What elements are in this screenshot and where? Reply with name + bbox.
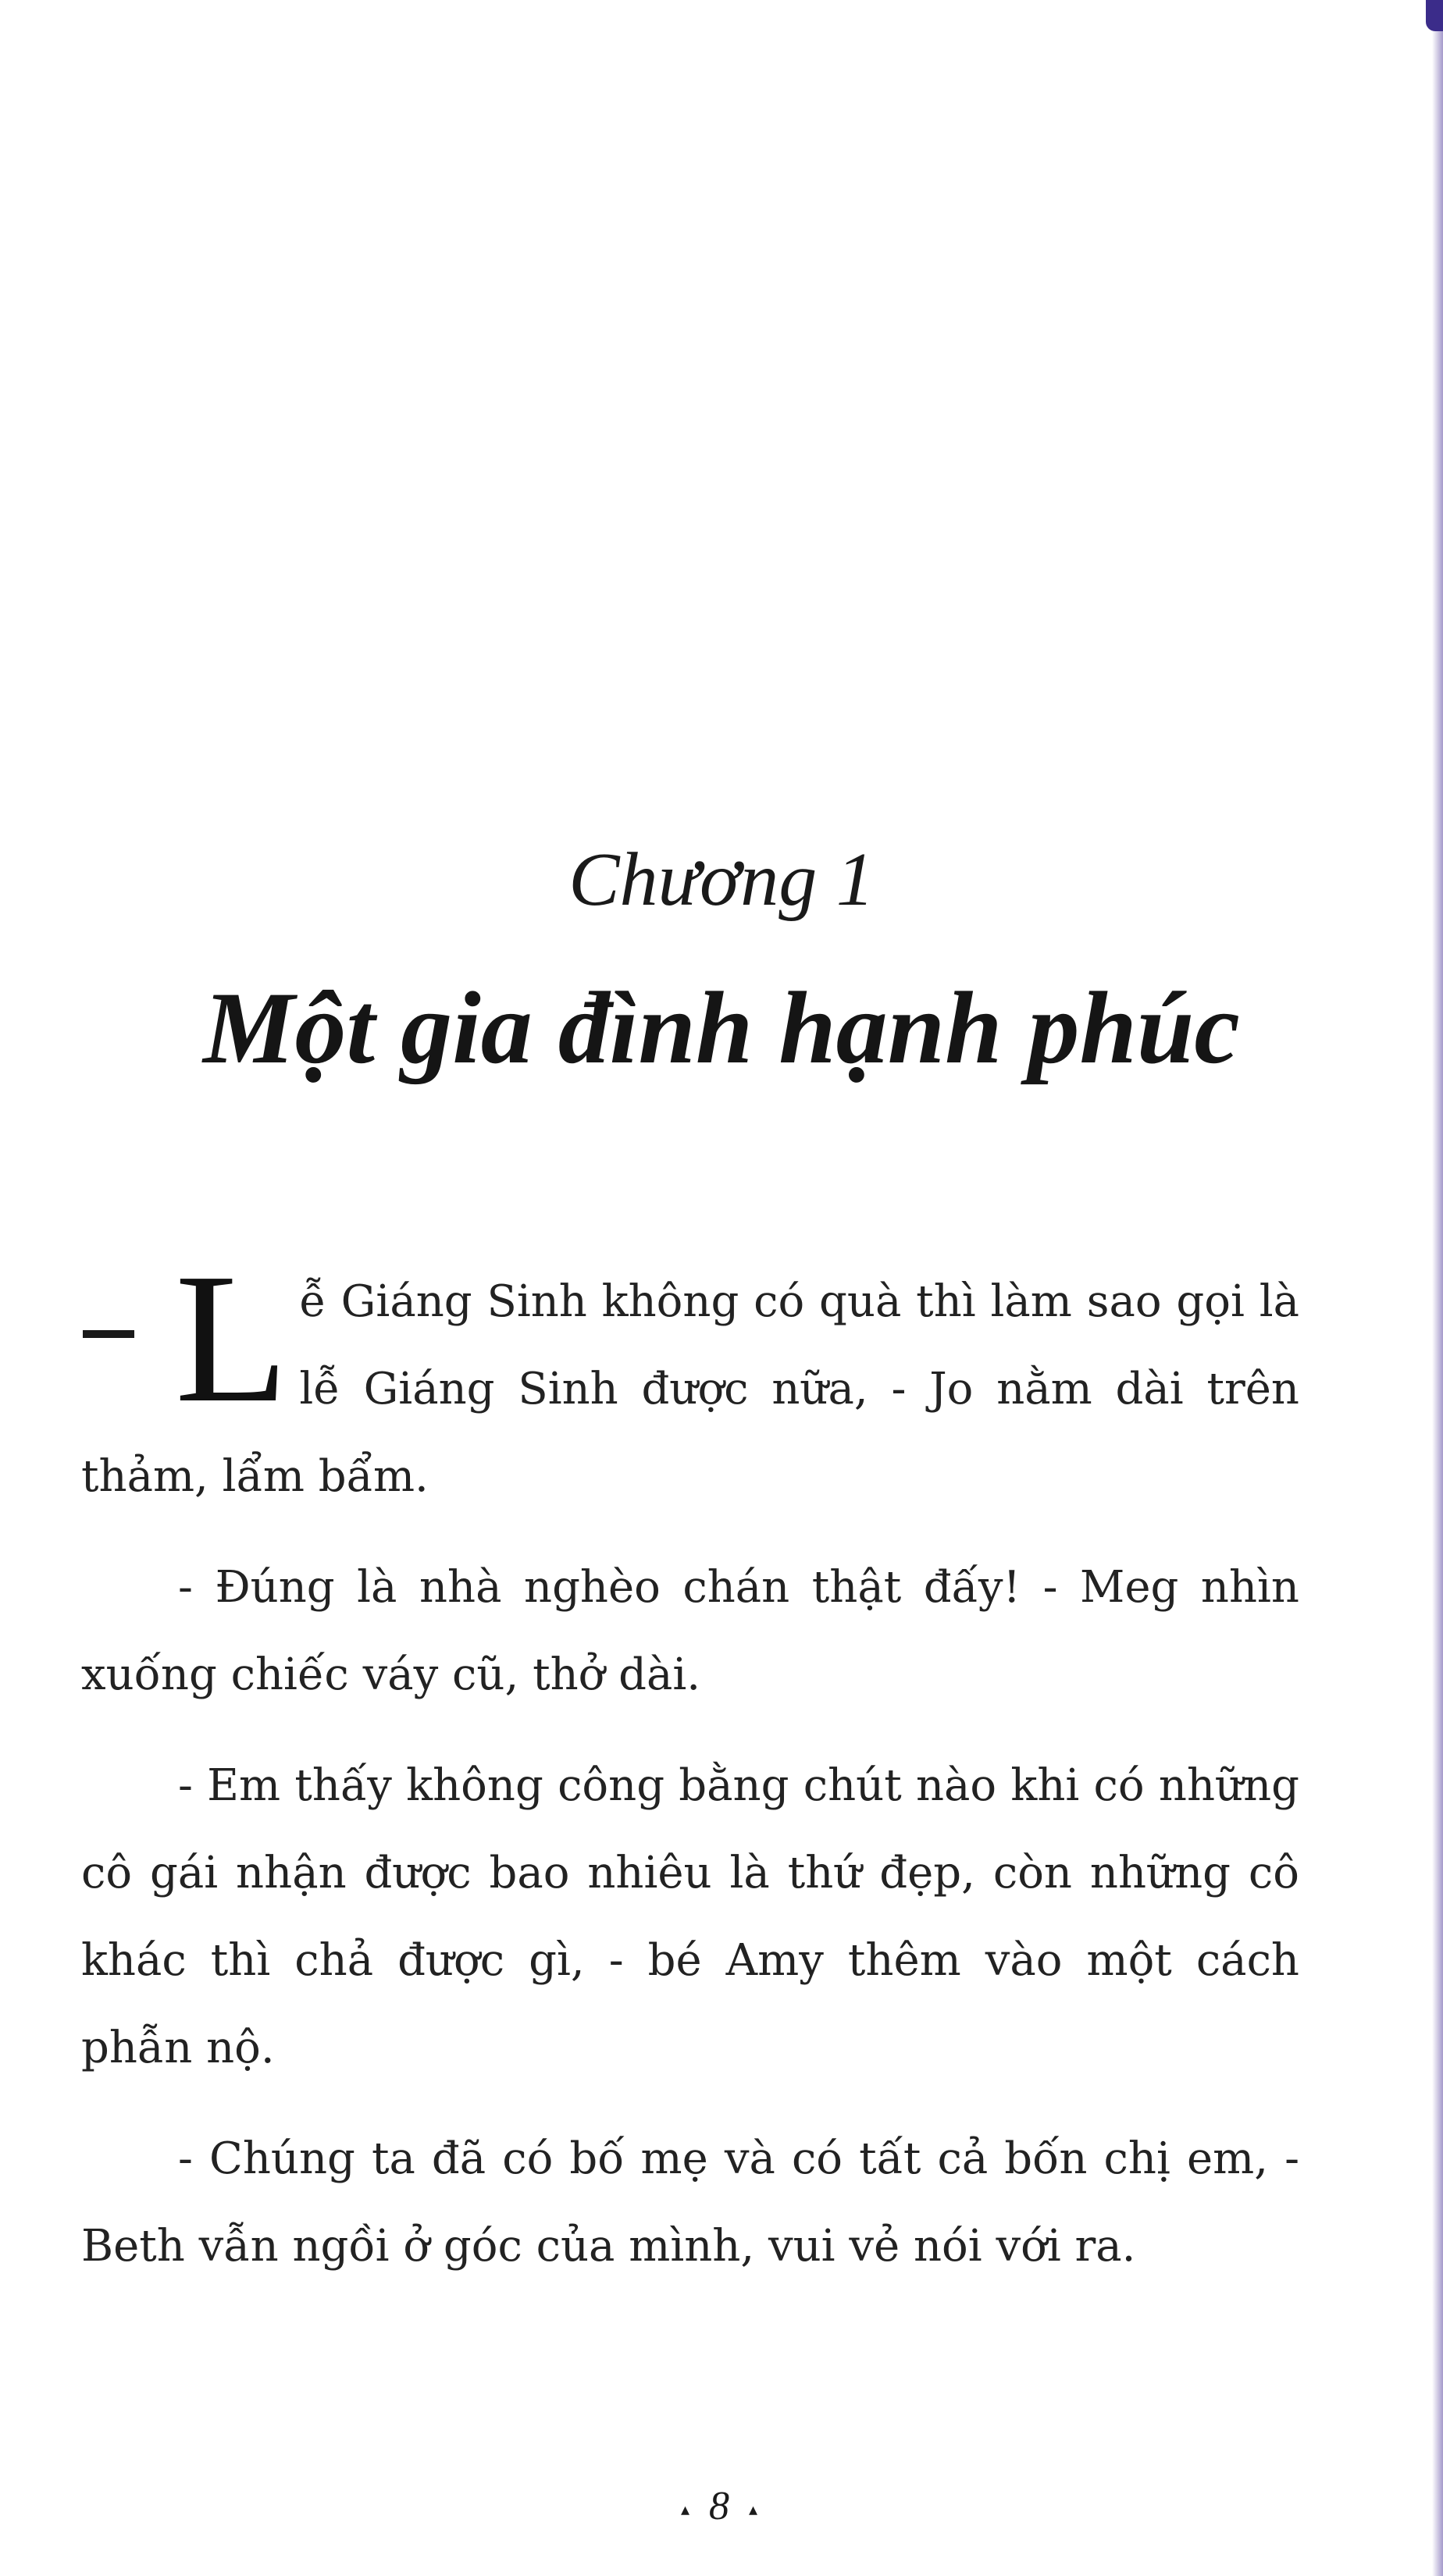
chapter-label: Chương 1	[568, 838, 875, 922]
page-ornament-left: ▴	[680, 2500, 694, 2520]
paragraph-1-text: ễ Giáng Sinh không có quà thì làm sao gọi là lễ Giáng Sinh được nữa, - Jo nằm dài trên thảm, lẩm bẩm.	[81, 1276, 1299, 1502]
paragraph-2: - Đúng là nhà nghèo chán thật đấy! - Meg nhìn xuống chiếc váy cũ, thở dài.	[81, 1562, 1299, 1700]
page-number-value: 8	[709, 2484, 734, 2528]
dialogue-dash	[83, 1330, 134, 1338]
page-edge-corner	[1426, 0, 1443, 31]
paragraph-1	[81, 1236, 1299, 1521]
page-edge-shadow	[1432, 0, 1443, 2576]
paragraph-4: - Chúng ta đã có bố mẹ và có tất cả bốn chị em, - Beth vẫn ngồi ở góc của mình, vui vẻ nói với ra.	[81, 2133, 1299, 2272]
page-number	[0, 2479, 1443, 2537]
paragraph-3: - Em thấy không công bằng chút nào khi có những cô gái nhận được bao nhiêu là thứ đẹp, còn những cô khác thì chả được gì, - bé Amy thêm vào một cách phẫn nộ.	[81, 1760, 1299, 2073]
dropcap-wrapper	[175, 1236, 299, 1441]
drop-cap-letter: L	[175, 1236, 289, 1441]
chapter-body	[81, 1236, 1299, 2314]
chapter-title: Một gia đình hạnh phúc	[203, 970, 1240, 1085]
page-ornament-right: ▴	[749, 2500, 763, 2520]
